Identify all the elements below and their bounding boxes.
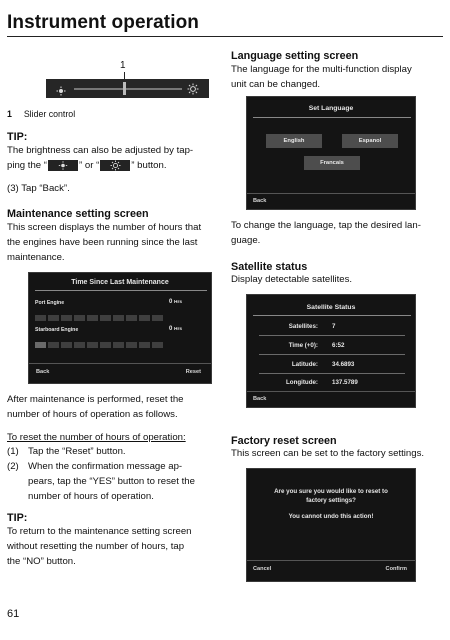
brightness-down-button-icon — [48, 160, 78, 171]
language-back-button[interactable]: Back — [253, 198, 267, 204]
longitude-value: 137.5789 — [332, 379, 358, 386]
maintenance-after-line-2: number of hours of operation as follows. — [7, 409, 178, 420]
reset-step-2-end-num — [7, 489, 28, 504]
reset-hours-heading — [7, 430, 186, 445]
maintenance-footer-divider — [29, 363, 211, 364]
factory-reset-footer-divider — [247, 560, 415, 561]
slider-thumb[interactable] — [123, 82, 126, 95]
satellite-row-divider-3 — [259, 373, 405, 374]
reset-step-2-text: When the confirmation message ap- — [28, 461, 183, 472]
page-number: 61 — [7, 608, 20, 620]
factory-reset-confirm-button[interactable]: Confirm — [385, 566, 407, 572]
tip2-heading: TIP: — [7, 512, 28, 524]
starboard-engine-hours-unit: Hrs — [174, 327, 183, 332]
maintenance-line-2: the engines have been running since the last — [7, 237, 198, 248]
port-engine-bar — [35, 308, 165, 326]
starboard-engine-label: Starboard Engine — [35, 327, 79, 333]
factory-reset-cancel-button[interactable]: Cancel — [253, 566, 272, 572]
factory-reset-warning: You cannot undo this action! — [288, 513, 374, 520]
maintenance-screen-title: Time Since Last Maintenance — [71, 279, 169, 286]
slider-track[interactable] — [74, 88, 182, 90]
tip1-text-a: ping the “ — [7, 160, 48, 171]
slider-callout-number: 1 — [120, 60, 126, 71]
factory-reset-description: This screen can be set to the factory settings. — [231, 448, 425, 459]
reset-step-1-num: (1) — [7, 446, 19, 457]
port-engine-label: Port Engine — [35, 300, 65, 306]
factory-reset-question-line-2: factory settings? — [306, 497, 356, 504]
port-engine-hours — [169, 299, 182, 305]
maintenance-after-line-1: After maintenance is performed, reset the — [7, 394, 184, 405]
factory-reset-screen — [246, 468, 416, 582]
reset-hours-heading-text: To reset the number of hours of operation: — [7, 432, 186, 443]
header-rule — [7, 36, 443, 37]
satellites-value: 7 — [332, 323, 336, 330]
slider-control[interactable] — [46, 79, 209, 98]
starboard-engine-hours — [169, 326, 182, 332]
reset-steps — [7, 444, 229, 504]
brightness-up-icon[interactable] — [187, 82, 199, 100]
maintenance-screen — [28, 272, 212, 384]
satellite-screen-title: Satellite Status — [306, 304, 356, 311]
slider-caption-text: Slider control — [23, 109, 76, 119]
satellite-title-divider — [253, 315, 411, 316]
language-after-line-1: To change the language, tap the desired lan- — [231, 220, 421, 231]
tip1-text-c: ” button. — [131, 160, 167, 171]
maintenance-description — [7, 220, 227, 265]
language-footer-divider — [247, 193, 415, 194]
satellite-heading: Satellite status — [231, 261, 308, 273]
satellite-row-divider-2 — [259, 354, 405, 355]
satellite-footer-divider — [247, 391, 415, 392]
reset-step-1-text: Tap the “Reset” button. — [28, 446, 126, 457]
maintenance-reset-button[interactable]: Reset — [185, 369, 201, 375]
factory-reset-heading: Factory reset screen — [231, 435, 337, 447]
starboard-engine-hours-value: 0 — [169, 326, 173, 332]
latitude-value: 34.6893 — [332, 361, 355, 368]
slider-caption-number: 1 — [7, 109, 12, 119]
tip1-line2 — [7, 158, 222, 173]
language-line-1: The language for the multi-function display — [231, 64, 412, 75]
maintenance-after-text — [7, 392, 227, 422]
language-heading: Language setting screen — [231, 50, 359, 62]
language-line-2: unit can be changed. — [231, 79, 321, 90]
reset-step-2-end-text: number of hours of operation. — [28, 491, 154, 502]
language-after-text — [231, 218, 446, 248]
longitude-label: Longitude: — [286, 379, 318, 386]
tip1-line1: The brightness can also be adjusted by tap- — [7, 145, 194, 156]
maintenance-back-button[interactable]: Back — [36, 369, 50, 375]
satellite-back-button[interactable]: Back — [253, 396, 267, 402]
slider-caption — [7, 107, 75, 122]
espanol-button[interactable]: Espanol — [342, 134, 398, 148]
port-engine-hours-value: 0 — [169, 299, 173, 305]
tip2-line-3: the “NO” button. — [7, 556, 76, 567]
maintenance-line-3: maintenance. — [7, 252, 65, 263]
factory-reset-question-line-1: Are you sure you would like to reset to — [274, 488, 388, 495]
time-value: 6:52 — [332, 342, 345, 349]
tip2-line-1: To return to the maintenance setting screen — [7, 526, 192, 537]
tip1-heading: TIP: — [7, 131, 28, 143]
brightness-up-button-icon — [100, 160, 130, 171]
tip2-line-2: without resetting the number of hours, tap — [7, 541, 185, 552]
language-screen — [246, 96, 416, 210]
satellites-label: Satellites: — [288, 323, 318, 330]
maintenance-title-divider — [35, 290, 207, 291]
latitude-label: Latitude: — [291, 361, 318, 368]
port-engine-hours-unit: Hrs — [174, 300, 183, 305]
time-label: Time (+0): — [288, 342, 318, 349]
language-description — [231, 62, 446, 92]
starboard-engine-bar — [35, 335, 165, 353]
reset-step-2-cont-text: pears, tap the “YES” button to reset the — [28, 476, 195, 487]
tip1-text-b: ” or “ — [79, 160, 100, 171]
brightness-down-icon[interactable] — [56, 83, 66, 101]
francais-button[interactable]: Francais — [304, 156, 360, 170]
english-button[interactable]: English — [266, 134, 322, 148]
reset-step-2-num: (2) — [7, 461, 19, 472]
language-title-divider — [253, 117, 411, 118]
language-after-line-2: guage. — [231, 235, 261, 246]
step3-text: (3) Tap “Back”. — [7, 183, 70, 194]
satellite-row-divider-1 — [259, 335, 405, 336]
page-title: Instrument operation — [7, 12, 200, 33]
reset-step-2-cont-num — [7, 474, 28, 489]
tip2-text — [7, 524, 229, 569]
maintenance-heading: Maintenance setting screen — [7, 208, 149, 220]
satellite-screen — [246, 294, 416, 408]
language-screen-title: Set Language — [308, 105, 354, 112]
satellite-description: Display detectable satellites. — [231, 274, 353, 285]
maintenance-line-1: This screen displays the number of hours that — [7, 222, 202, 233]
